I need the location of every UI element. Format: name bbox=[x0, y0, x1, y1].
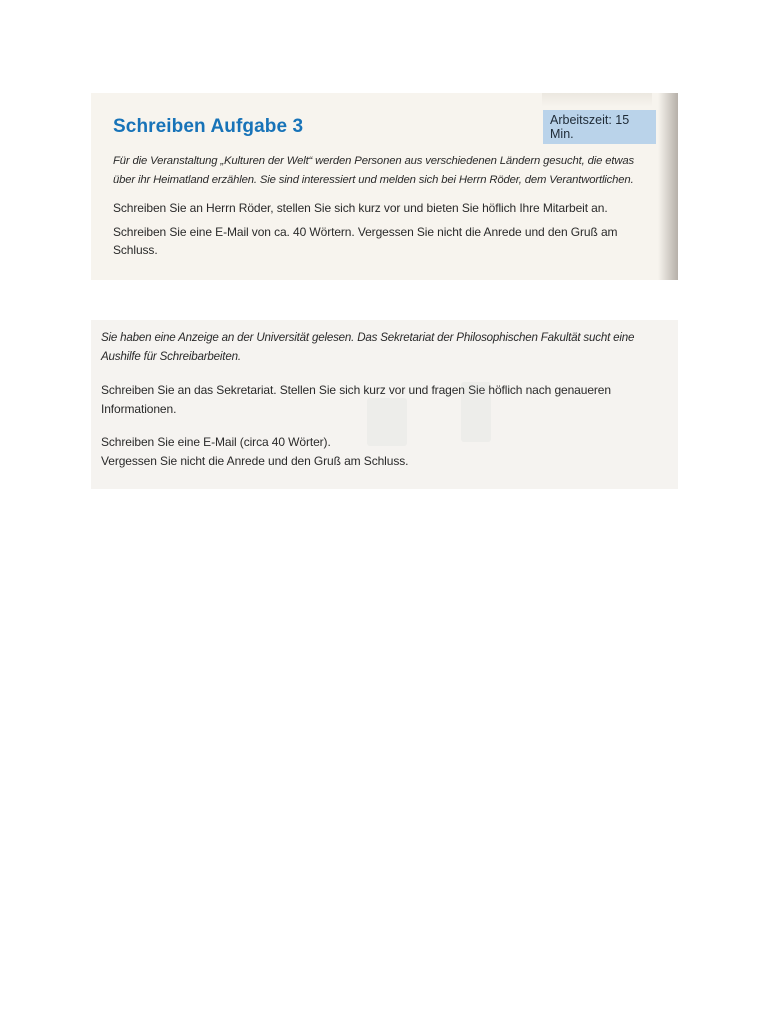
task-situation bbox=[101, 328, 668, 366]
task-card-aufgabe-3 bbox=[91, 93, 678, 280]
task-format bbox=[113, 223, 656, 259]
task-header bbox=[113, 113, 640, 141]
instruction-line: Informationen. bbox=[101, 402, 177, 416]
situation-line: Aushilfe für Schreibarbeiten. bbox=[101, 350, 241, 363]
task-instruction: Schreiben Sie an Herrn Röder, stellen Sie sich kurz vor und bieten Sie höflich Ihre Mitarbeit an. bbox=[113, 201, 608, 215]
format-line: Schreiben Sie eine E-Mail von ca. 40 Wörtern. Vergessen Sie nicht die Anrede und den Gruß am bbox=[113, 225, 618, 239]
bleed-through-shape bbox=[461, 382, 491, 442]
format-line: Schreiben Sie eine E-Mail (circa 40 Wörter). bbox=[101, 435, 331, 449]
intro-line: Für die Veranstaltung „Kulturen der Welt“ werden Personen aus verschiedenen Ländern gesucht, die etwas bbox=[113, 155, 634, 167]
scan-shadow bbox=[542, 93, 652, 107]
task-intro bbox=[113, 152, 656, 190]
intro-line: über ihr Heimatland erzählen. Sie sind interessiert und melden sich bei Herrn Röder, dem Verantwortlichen. bbox=[113, 174, 634, 186]
task-card-sekretariat bbox=[91, 320, 678, 489]
format-line: Vergessen Sie nicht die Anrede und den Gruß am Schluss. bbox=[101, 454, 409, 468]
instruction-line: Schreiben Sie an das Sekretariat. Stellen Sie sich kurz vor und fragen Sie höflich nach genaueren bbox=[101, 383, 611, 397]
bleed-through-shape bbox=[367, 398, 407, 446]
situation-line: Sie haben eine Anzeige an der Universität gelesen. Das Sekretariat der Philosophischen Fakultät sucht eine bbox=[101, 331, 635, 344]
task-title: Schreiben Aufgabe 3 bbox=[113, 116, 304, 137]
page-edge-shadow bbox=[658, 93, 678, 280]
format-line: Schluss. bbox=[113, 243, 158, 257]
worktime-badge: Arbeitszeit: 15 Min. bbox=[543, 110, 656, 144]
